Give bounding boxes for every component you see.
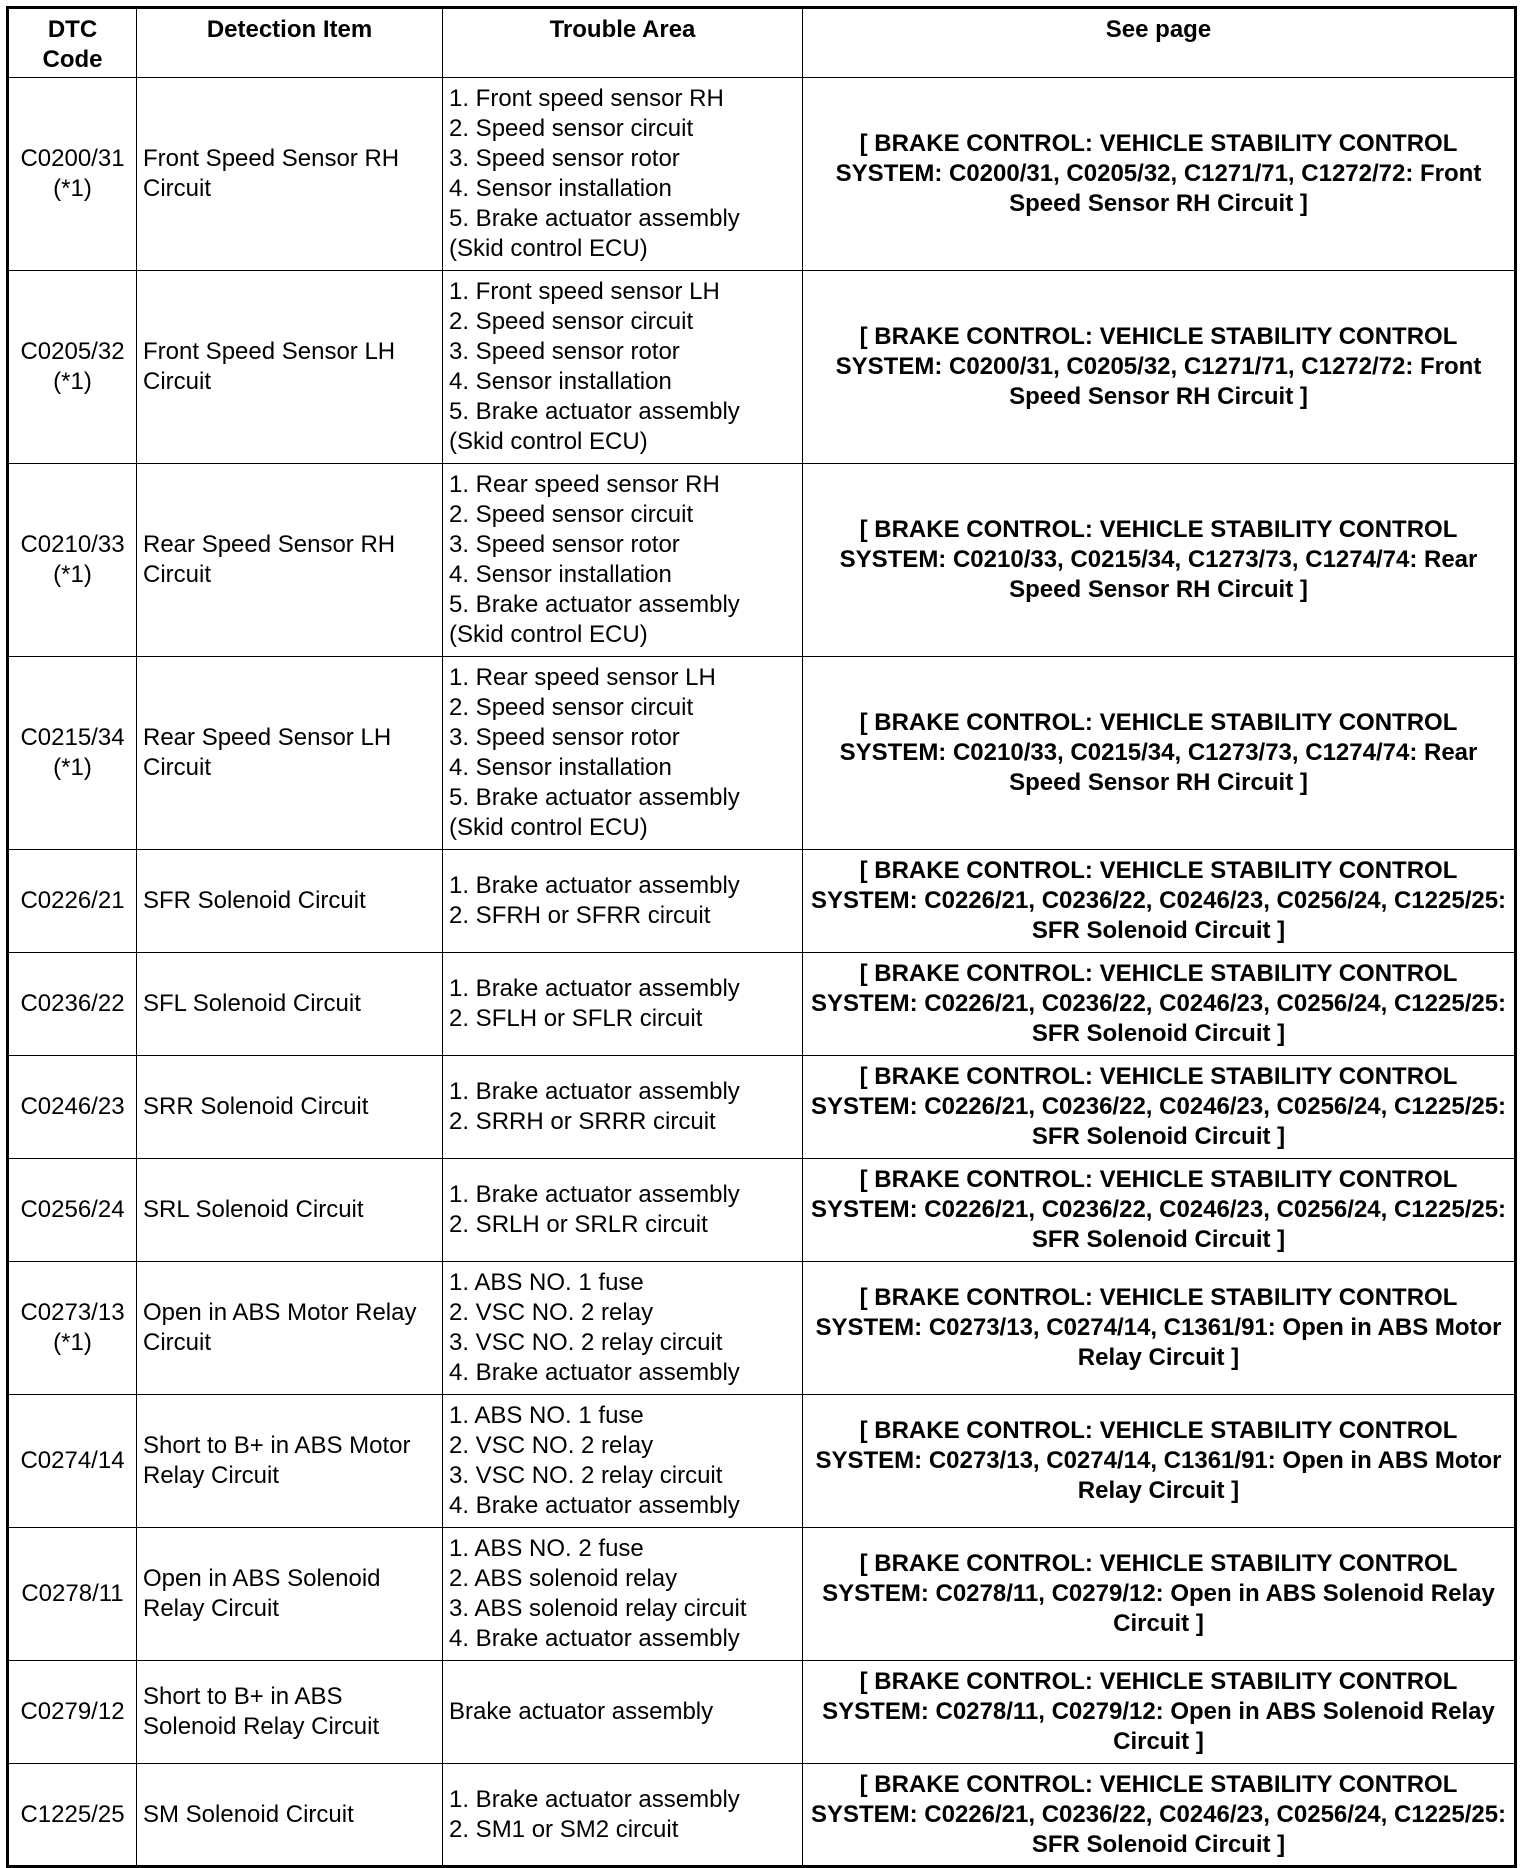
dtc-footnote: (*1) [53, 175, 92, 202]
dtc-code: C0246/23 [20, 1093, 125, 1120]
dtc-code-cell [8, 1528, 137, 1661]
see-page-link[interactable]: [ BRAKE CONTROL: VEHICLE STABILITY CONTROL SYSTEM: C0226/21, C0236/22, C0246/23, C0256/24, C1225/25: SFR Solenoid Circuit ] [803, 1764, 1516, 1867]
detection-item: Open in ABS Solenoid Relay Circuit [137, 1528, 443, 1661]
see-page-link[interactable]: [ BRAKE CONTROL: VEHICLE STABILITY CONTROL SYSTEM: C0278/11, C0279/12: Open in ABS Solenoid Relay Circuit ] [803, 1661, 1516, 1764]
dtc-code: C0215/34 [20, 724, 125, 751]
trouble-area-item: 3. Speed sensor rotor [449, 338, 680, 365]
see-page-link[interactable]: [ BRAKE CONTROL: VEHICLE STABILITY CONTROL SYSTEM: C0226/21, C0236/22, C0246/23, C0256/24, C1225/25: SFR Solenoid Circuit ] [803, 953, 1516, 1056]
table-row [8, 1528, 1516, 1661]
trouble-area-item: 3. ABS solenoid relay circuit [449, 1595, 747, 1622]
detection-item: Rear Speed Sensor LH Circuit [137, 657, 443, 850]
dtc-code: C1225/25 [20, 1800, 125, 1828]
detection-item: Short to B+ in ABS Solenoid Relay Circuit [137, 1661, 443, 1764]
trouble-area-cell [443, 1262, 803, 1395]
detection-item: SFR Solenoid Circuit [137, 850, 443, 953]
header-row [8, 8, 1516, 78]
table-row [8, 78, 1516, 271]
trouble-area-item: 1. Front speed sensor RH [449, 85, 724, 112]
trouble-area-item: 1. Rear speed sensor LH [449, 664, 716, 691]
trouble-area-item: 3. Speed sensor rotor [449, 724, 680, 751]
detection-item: Open in ABS Motor Relay Circuit [137, 1262, 443, 1395]
dtc-code: C0278/11 [21, 1580, 124, 1607]
trouble-area-item: 4. Sensor installation [449, 175, 672, 202]
trouble-area-item: 2. VSC NO. 2 relay [449, 1299, 654, 1326]
trouble-area-item: 4. Brake actuator assembly [449, 1625, 740, 1652]
trouble-area-item: 2. Speed sensor circuit [449, 115, 694, 142]
header-see-page: See page [803, 8, 1516, 78]
trouble-area-item: 4. Brake actuator assembly [449, 1492, 740, 1519]
trouble-area-item: 2. SRRH or SRRR circuit [449, 1108, 716, 1135]
trouble-area-cell [443, 1159, 803, 1262]
table-row [8, 1262, 1516, 1395]
see-page-link[interactable]: [ BRAKE CONTROL: VEHICLE STABILITY CONTROL SYSTEM: C0210/33, C0215/34, C1273/73, C1274/74: Rear Speed Sensor RH Circuit ] [803, 464, 1516, 657]
trouble-area-item: 2. SFLH or SFLR circuit [449, 1005, 703, 1032]
trouble-area-item: 4. Sensor installation [449, 754, 672, 781]
trouble-area-item: 2. ABS solenoid relay [449, 1565, 678, 1592]
trouble-area-item: Brake actuator assembly [449, 1698, 714, 1725]
dtc-code: C0256/24 [20, 1196, 125, 1223]
trouble-area-item: 2. SFRH or SFRR circuit [449, 902, 711, 929]
trouble-area-cell [443, 850, 803, 953]
detection-item: Rear Speed Sensor RH Circuit [137, 464, 443, 657]
trouble-area-cell [443, 1528, 803, 1661]
table-row [8, 953, 1516, 1056]
trouble-area-item: 1. Brake actuator assembly [449, 872, 740, 899]
see-page-link[interactable]: [ BRAKE CONTROL: VEHICLE STABILITY CONTROL SYSTEM: C0226/21, C0236/22, C0246/23, C0256/24, C1225/25: SFR Solenoid Circuit ] [803, 850, 1516, 953]
trouble-area-item: 5. Brake actuator assembly [449, 398, 740, 425]
detection-item: SRR Solenoid Circuit [137, 1056, 443, 1159]
see-page-link[interactable]: [ BRAKE CONTROL: VEHICLE STABILITY CONTROL SYSTEM: C0273/13, C0274/14, C1361/91: Open in ABS Motor Relay Circuit ] [803, 1262, 1516, 1395]
trouble-area-cell [443, 464, 803, 657]
detection-item: Front Speed Sensor RH Circuit [137, 78, 443, 271]
see-page-link[interactable]: [ BRAKE CONTROL: VEHICLE STABILITY CONTROL SYSTEM: C0278/11, C0279/12: Open in ABS Solenoid Relay Circuit ] [803, 1528, 1516, 1661]
header-trouble-area: Trouble Area [443, 8, 803, 78]
trouble-area-item: 2. Speed sensor circuit [449, 501, 694, 528]
trouble-area-cell [443, 271, 803, 464]
table-row [8, 1395, 1516, 1528]
table-row [8, 464, 1516, 657]
trouble-area-cell [443, 657, 803, 850]
see-page-link[interactable]: [ BRAKE CONTROL: VEHICLE STABILITY CONTROL SYSTEM: C0200/31, C0205/32, C1271/71, C1272/72: Front Speed Sensor RH Circuit ] [803, 78, 1516, 271]
table-row [8, 1661, 1516, 1764]
trouble-area-item: 1. Brake actuator assembly [449, 1181, 740, 1208]
detection-item: SRL Solenoid Circuit [137, 1159, 443, 1262]
dtc-footnote: (*1) [53, 754, 92, 781]
dtc-code-cell [8, 1056, 137, 1159]
trouble-area-item: 1. Rear speed sensor RH [449, 471, 720, 498]
dtc-code: C0279/12 [20, 1698, 125, 1725]
table-row [8, 1764, 1516, 1867]
dtc-code-cell [8, 464, 137, 657]
trouble-area-item: (Skid control ECU) [449, 621, 648, 648]
dtc-code: C0205/32 [20, 338, 125, 365]
dtc-code: C0210/33 [20, 531, 125, 558]
dtc-table [6, 6, 1517, 1868]
trouble-area-item: 3. Speed sensor rotor [449, 531, 680, 558]
trouble-area-item: 1. ABS NO. 1 fuse [449, 1269, 644, 1296]
dtc-code-cell [8, 1159, 137, 1262]
dtc-code: C0200/31 [20, 145, 125, 172]
detection-item: Short to B+ in ABS Motor Relay Circuit [137, 1395, 443, 1528]
header-detection-item: Detection Item [137, 8, 443, 78]
trouble-area-item: 2. VSC NO. 2 relay [449, 1432, 654, 1459]
trouble-area-item: 3. Speed sensor rotor [449, 145, 680, 172]
trouble-area-item: 1. Brake actuator assembly [449, 975, 740, 1002]
trouble-area-item: 1. Front speed sensor LH [449, 278, 720, 305]
dtc-code-cell [8, 657, 137, 850]
trouble-area-item: 5. Brake actuator assembly [449, 784, 740, 811]
table-row [8, 1159, 1516, 1262]
trouble-area-item: 4. Sensor installation [449, 561, 672, 588]
dtc-code-cell [8, 953, 137, 1056]
table-row [8, 657, 1516, 850]
trouble-area-item: 2. Speed sensor circuit [449, 308, 694, 335]
table-row [8, 850, 1516, 953]
trouble-area-cell [443, 78, 803, 271]
dtc-code-cell [8, 850, 137, 953]
trouble-area-item: 3. VSC NO. 2 relay circuit [449, 1329, 723, 1356]
trouble-area-item: 1. Brake actuator assembly [449, 1078, 740, 1105]
table-row [8, 1056, 1516, 1159]
trouble-area-item: (Skid control ECU) [449, 428, 648, 455]
trouble-area-item: 5. Brake actuator assembly [449, 205, 740, 232]
trouble-area-item: 1. ABS NO. 1 fuse [449, 1402, 644, 1429]
detection-item: Front Speed Sensor LH Circuit [137, 271, 443, 464]
dtc-footnote: (*1) [53, 368, 92, 395]
dtc-footnote: (*1) [53, 1329, 92, 1356]
see-page-link[interactable]: [ BRAKE CONTROL: VEHICLE STABILITY CONTROL SYSTEM: C0226/21, C0236/22, C0246/23, C0256/24, C1225/25: SFR Solenoid Circuit ] [803, 1056, 1516, 1159]
detection-item: SM Solenoid Circuit [137, 1764, 443, 1867]
dtc-code-cell [8, 1395, 137, 1528]
trouble-area-item: 4. Sensor installation [449, 368, 672, 395]
trouble-area-item: 1. ABS NO. 2 fuse [449, 1535, 644, 1562]
dtc-code-cell [8, 1661, 137, 1764]
dtc-footnote: (*1) [53, 561, 92, 588]
dtc-code: C0236/22 [20, 990, 125, 1017]
dtc-code-cell [8, 1764, 137, 1867]
dtc-code-cell [8, 1262, 137, 1395]
trouble-area-item: 1. Brake actuator assembly [449, 1785, 740, 1813]
table-body [8, 78, 1516, 1867]
trouble-area-cell [443, 953, 803, 1056]
see-page-link[interactable]: [ BRAKE CONTROL: VEHICLE STABILITY CONTROL SYSTEM: C0200/31, C0205/32, C1271/71, C1272/72: Front Speed Sensor RH Circuit ] [803, 271, 1516, 464]
dtc-code-cell [8, 78, 137, 271]
see-page-link[interactable]: [ BRAKE CONTROL: VEHICLE STABILITY CONTROL SYSTEM: C0210/33, C0215/34, C1273/73, C1274/74: Rear Speed Sensor RH Circuit ] [803, 657, 1516, 850]
see-page-link[interactable]: [ BRAKE CONTROL: VEHICLE STABILITY CONTROL SYSTEM: C0273/13, C0274/14, C1361/91: Open in ABS Motor Relay Circuit ] [803, 1395, 1516, 1528]
table-row [8, 271, 1516, 464]
dtc-code-cell [8, 271, 137, 464]
trouble-area-item: (Skid control ECU) [449, 814, 648, 841]
trouble-area-cell [443, 1764, 803, 1867]
trouble-area-item: 2. SM1 or SM2 circuit [449, 1815, 679, 1843]
dtc-code: C0226/21 [20, 887, 125, 914]
dtc-code: C0274/14 [20, 1447, 125, 1474]
trouble-area-cell [443, 1395, 803, 1528]
trouble-area-item: (Skid control ECU) [449, 235, 648, 262]
trouble-area-cell [443, 1661, 803, 1764]
trouble-area-item: 2. Speed sensor circuit [449, 694, 694, 721]
trouble-area-item: 5. Brake actuator assembly [449, 591, 740, 618]
see-page-link[interactable]: [ BRAKE CONTROL: VEHICLE STABILITY CONTROL SYSTEM: C0226/21, C0236/22, C0246/23, C0256/24, C1225/25: SFR Solenoid Circuit ] [803, 1159, 1516, 1262]
trouble-area-item: 2. SRLH or SRLR circuit [449, 1211, 708, 1238]
trouble-area-item: 4. Brake actuator assembly [449, 1359, 740, 1386]
dtc-code: C0273/13 [20, 1299, 125, 1326]
trouble-area-item: 3. VSC NO. 2 relay circuit [449, 1462, 723, 1489]
header-dtc-code: DTC Code [8, 8, 137, 78]
detection-item: SFL Solenoid Circuit [137, 953, 443, 1056]
trouble-area-cell [443, 1056, 803, 1159]
